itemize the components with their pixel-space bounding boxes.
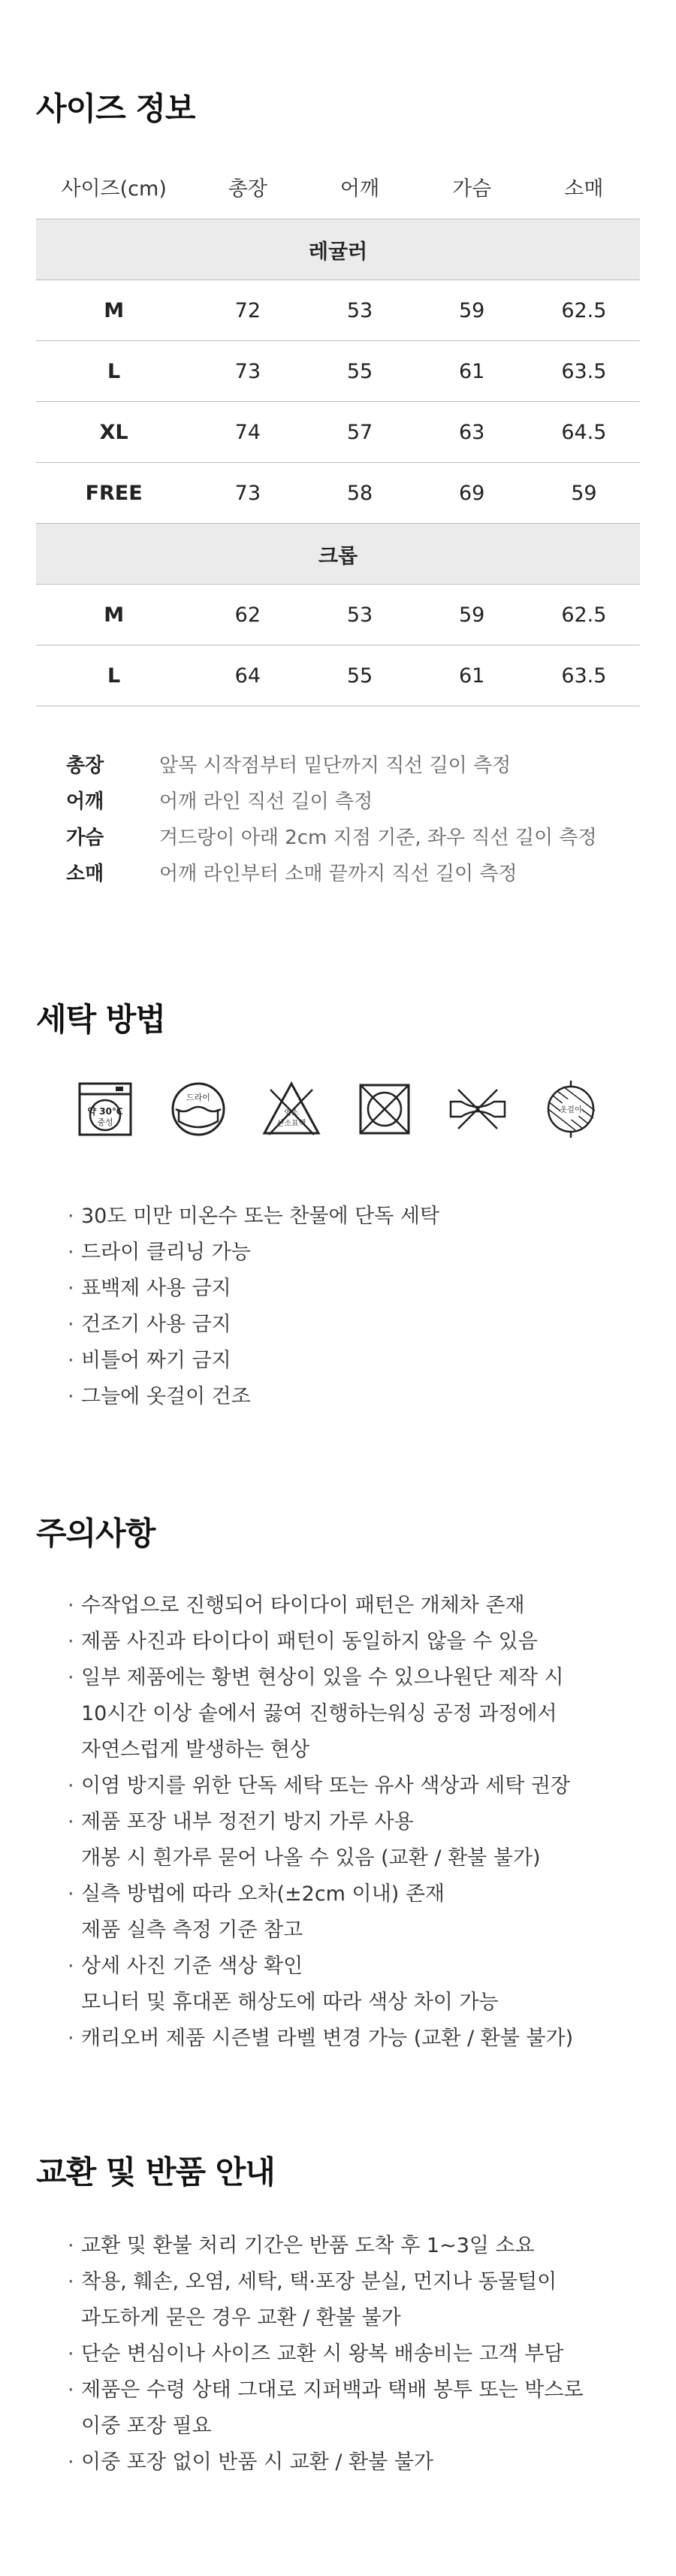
no-tumble-dry-icon [355, 1079, 415, 1139]
table-row [36, 341, 640, 402]
measurement-term: 소매 [66, 862, 104, 885]
sleeve-cell: 62.5 [528, 585, 640, 646]
table-row [36, 463, 640, 524]
length-cell: 74 [192, 402, 303, 463]
wash-list [68, 1199, 439, 1415]
sleeve-cell: 62.5 [528, 280, 640, 341]
list-item: · 건조기 사용 금지 [68, 1307, 439, 1343]
size-cell: M [36, 280, 192, 341]
list-item: · 상세 사진 기준 색상 확인 모니터 및 휴대폰 해상도에 따라 색상 차이 가능 [68, 1949, 573, 2021]
header-length: 총장 [192, 154, 303, 219]
wash-30-icon [75, 1079, 135, 1139]
group-label: 레귤러 [36, 219, 640, 280]
measurement-desc: 앞목 시작점부터 밑단까지 직선 길이 측정 [159, 754, 512, 777]
list-item: · 실측 방법에 따라 오차(±2cm 이내) 존재 제품 실측 측정 기준 참고 [68, 1876, 573, 1949]
list-item: · 30도 미만 미온수 또는 찬물에 단독 세탁 [68, 1199, 439, 1235]
exchange-title: 교환 및 반품 안내 [36, 2154, 275, 2191]
measurement-term: 총장 [66, 754, 104, 777]
chest-cell: 61 [416, 646, 528, 706]
header-size: 사이즈(cm) [36, 154, 192, 219]
measurement-row [66, 782, 597, 818]
list-item: · 비틀어 짜기 금지 [68, 1343, 439, 1379]
caution-list [68, 1588, 573, 2057]
list-item: · 그늘에 옷걸이 건조 [68, 1379, 439, 1415]
chest-cell: 61 [416, 341, 528, 402]
measurement-row [66, 854, 597, 890]
list-item: · 단순 변심이나 사이즈 교환 시 왕복 배송비는 고객 부담 [68, 2336, 584, 2372]
header-shoulder: 어깨 [303, 154, 415, 219]
length-cell: 73 [192, 341, 303, 402]
size-cell: M [36, 585, 192, 646]
size-table [36, 154, 640, 706]
exchange-list [68, 2228, 584, 2481]
size-cell: FREE [36, 463, 192, 524]
sleeve-cell: 59 [528, 463, 640, 524]
list-item: · 제품 포장 내부 정전기 방지 가루 사용 개봉 시 흰가루 묻어 나올 수 있음 (교환 / 환불 불가) [68, 1804, 573, 1876]
table-row [36, 585, 640, 646]
list-item: · 제품 사진과 타이다이 패턴이 동일하지 않을 수 있음 [68, 1624, 573, 1660]
chest-cell: 63 [416, 402, 528, 463]
shoulder-cell: 58 [303, 463, 415, 524]
size-cell: L [36, 646, 192, 706]
sleeve-cell: 63.5 [528, 341, 640, 402]
svg-text:옷걸이: 옷걸이 [560, 1106, 582, 1114]
chest-cell: 59 [416, 280, 528, 341]
wash-title: 세탁 방법 [36, 1001, 165, 1038]
measurement-term: 어깨 [66, 790, 104, 813]
group-row-crop [36, 524, 640, 585]
measurement-guide [66, 745, 597, 890]
chest-cell: 69 [416, 463, 528, 524]
sleeve-cell: 63.5 [528, 646, 640, 706]
group-label: 크롭 [36, 524, 640, 585]
table-row [36, 646, 640, 706]
size-cell: L [36, 341, 192, 402]
measurement-term: 가슴 [66, 826, 104, 849]
table-row [36, 402, 640, 463]
list-item: · 이염 방지를 위한 단독 세탁 또는 유사 색상과 세탁 권장 [68, 1768, 573, 1804]
shoulder-cell: 53 [303, 280, 415, 341]
size-table-header [36, 154, 640, 219]
chest-cell: 59 [416, 585, 528, 646]
length-cell: 64 [192, 646, 303, 706]
list-item: · 표백제 사용 금지 [68, 1271, 439, 1307]
no-bleach-icon [261, 1079, 321, 1139]
measurement-desc: 어깨 라인 직선 길이 측정 [159, 790, 373, 813]
list-item: · 교환 및 환불 처리 기간은 반품 도착 후 1~3일 소요 [68, 2228, 584, 2264]
list-item: · 제품은 수령 상태 그대로 지퍼백과 택배 봉투 또는 박스로 이중 포장 필요 [68, 2372, 584, 2444]
svg-text:드라이: 드라이 [186, 1093, 210, 1102]
size-cell: XL [36, 402, 192, 463]
svg-text:염소: 염소 [284, 1109, 299, 1117]
svg-text:중성: 중성 [97, 1117, 113, 1127]
shoulder-cell: 55 [303, 341, 415, 402]
list-item: · 이중 포장 없이 반품 시 교환 / 환불 불가 [68, 2444, 584, 2481]
caution-title: 주의사항 [36, 1515, 155, 1552]
no-wring-icon [448, 1079, 508, 1139]
list-item: · 일부 제품에는 황변 현상이 있을 수 있으나원단 제작 시 10시간 이상 솥에서 끓여 진행하는워싱 공정 과정에서 자연스럽게 발생하는 현상 [68, 1660, 573, 1768]
table-row [36, 280, 640, 341]
shoulder-cell: 57 [303, 402, 415, 463]
header-chest: 가슴 [416, 154, 528, 219]
length-cell: 73 [192, 463, 303, 524]
length-cell: 72 [192, 280, 303, 341]
measurement-desc: 겨드랑이 아래 2cm 지점 기준, 좌우 직선 길이 측정 [159, 826, 597, 849]
shoulder-cell: 55 [303, 646, 415, 706]
group-row-regular [36, 219, 640, 280]
svg-text:약 30℃: 약 30℃ [87, 1106, 123, 1117]
measurement-desc: 어깨 라인부터 소매 끝까지 직선 길이 측정 [159, 862, 518, 885]
list-item: · 수작업으로 진행되어 타이다이 패턴은 개체차 존재 [68, 1588, 573, 1624]
wash-icons [75, 1079, 601, 1147]
header-sleeve: 소매 [528, 154, 640, 219]
list-item: · 캐리오버 제품 시즌별 라벨 변경 가능 (교환 / 환불 불가) [68, 2021, 573, 2057]
svg-text:산소표백: 산소표백 [276, 1120, 306, 1128]
shade-dry-icon [541, 1079, 601, 1139]
length-cell: 62 [192, 585, 303, 646]
sleeve-cell: 64.5 [528, 402, 640, 463]
measurement-row [66, 745, 597, 782]
list-item: · 착용, 훼손, 오염, 세탁, 택·포장 분실, 먼지나 동물털이 과도하게 묻은 경우 교환 / 환불 불가 [68, 2264, 584, 2336]
measurement-row [66, 818, 597, 854]
dry-clean-icon [168, 1079, 228, 1139]
list-item: · 드라이 클리닝 가능 [68, 1235, 439, 1271]
shoulder-cell: 53 [303, 585, 415, 646]
size-info-title: 사이즈 정보 [36, 90, 195, 127]
